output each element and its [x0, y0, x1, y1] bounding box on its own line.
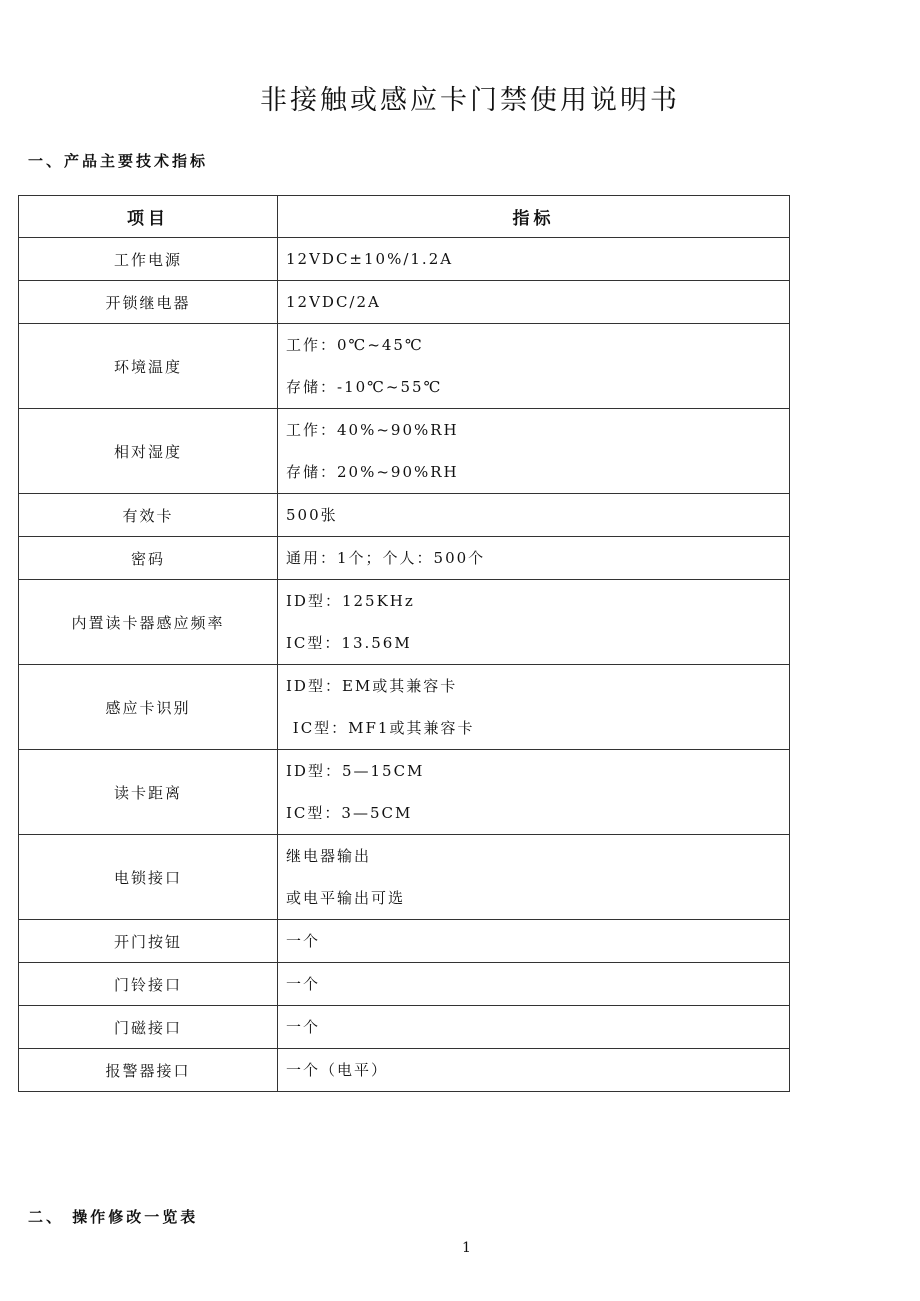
spec-value-cell: [278, 920, 790, 963]
table-header-row: [19, 196, 790, 238]
spec-value-cell: [278, 281, 790, 324]
column-header-spec: 指标: [278, 196, 790, 238]
spec-item-cell: 内置读卡器感应频率: [19, 580, 278, 665]
table-row: [19, 494, 790, 537]
table-row: [19, 324, 790, 409]
spec-value-cell: [278, 580, 790, 665]
spec-value-line: 继电器输出: [286, 847, 372, 865]
spec-value-line: 一个（电平）: [286, 1061, 389, 1079]
spec-value-line: 工作：0℃~45℃: [286, 336, 424, 354]
spec-value-line: IC型：MF1或其兼容卡: [286, 719, 475, 737]
spec-item-cell: 环境温度: [19, 324, 278, 409]
spec-value-cell: [278, 409, 790, 494]
spec-item-cell: 感应卡识别: [19, 665, 278, 750]
table-row: [19, 920, 790, 963]
spec-value-line: ID型：5—15CM: [286, 762, 425, 780]
spec-table-body: [19, 238, 790, 1092]
spec-item-cell: 电锁接口: [19, 835, 278, 920]
spec-value-cell: [278, 963, 790, 1006]
table-row: [19, 281, 790, 324]
spec-value-line: 一个: [286, 932, 321, 950]
spec-item-cell: 开锁继电器: [19, 281, 278, 324]
spec-value-line: 12VDC/2A: [286, 293, 381, 311]
section-heading-specs: 一、产品主要技术指标: [28, 152, 209, 170]
spec-value-line: ID型：EM或其兼容卡: [286, 677, 458, 695]
spec-item-cell: 报警器接口: [19, 1049, 278, 1092]
section-heading-operations: 二、 操作修改一览表: [28, 1208, 199, 1226]
spec-value-line: ID型：125KHz: [286, 592, 415, 610]
spec-value-cell: [278, 494, 790, 537]
spec-value-line: 12VDC±10%/1.2A: [286, 250, 454, 268]
spec-value-line: 通用：1个；个人：500个: [286, 549, 486, 567]
table-row: [19, 409, 790, 494]
spec-value-line: 工作：40%~90%RH: [286, 421, 459, 439]
table-row: [19, 537, 790, 580]
document-title: 非接触或感应卡门禁使用说明书: [260, 85, 680, 116]
spec-value-cell: [278, 238, 790, 281]
spec-table: [18, 195, 790, 1092]
spec-value-cell: [278, 665, 790, 750]
spec-value-line: 500张: [286, 506, 338, 524]
spec-value-cell: [278, 1049, 790, 1092]
spec-value-line: 一个: [286, 975, 321, 993]
table-row: [19, 750, 790, 835]
spec-value-line: 存储：-10℃~55℃: [286, 378, 443, 396]
spec-item-cell: 读卡距离: [19, 750, 278, 835]
spec-value-cell: [278, 1006, 790, 1049]
spec-value-line: IC型：13.56M: [286, 634, 412, 652]
spec-value-cell: [278, 537, 790, 580]
spec-value-cell: [278, 324, 790, 409]
table-row: [19, 963, 790, 1006]
spec-item-cell: 密码: [19, 537, 278, 580]
spec-item-cell: 门铃接口: [19, 963, 278, 1006]
spec-item-cell: 有效卡: [19, 494, 278, 537]
column-header-item: 项目: [19, 196, 278, 238]
spec-value-line: IC型：3—5CM: [286, 804, 413, 822]
spec-item-cell: 开门按钮: [19, 920, 278, 963]
spec-value-line: 一个: [286, 1018, 321, 1036]
spec-item-cell: 相对湿度: [19, 409, 278, 494]
table-row: [19, 835, 790, 920]
spec-item-cell: 工作电源: [19, 238, 278, 281]
table-row: [19, 580, 790, 665]
table-row: [19, 665, 790, 750]
spec-value-cell: [278, 835, 790, 920]
spec-item-cell: 门磁接口: [19, 1006, 278, 1049]
spec-value-line: 或电平输出可选: [286, 889, 406, 907]
table-row: [19, 1049, 790, 1092]
spec-value-cell: [278, 750, 790, 835]
spec-value-line: 存储：20%~90%RH: [286, 463, 459, 481]
table-row: [19, 238, 790, 281]
table-row: [19, 1006, 790, 1049]
page-number: 1: [462, 1240, 471, 1256]
